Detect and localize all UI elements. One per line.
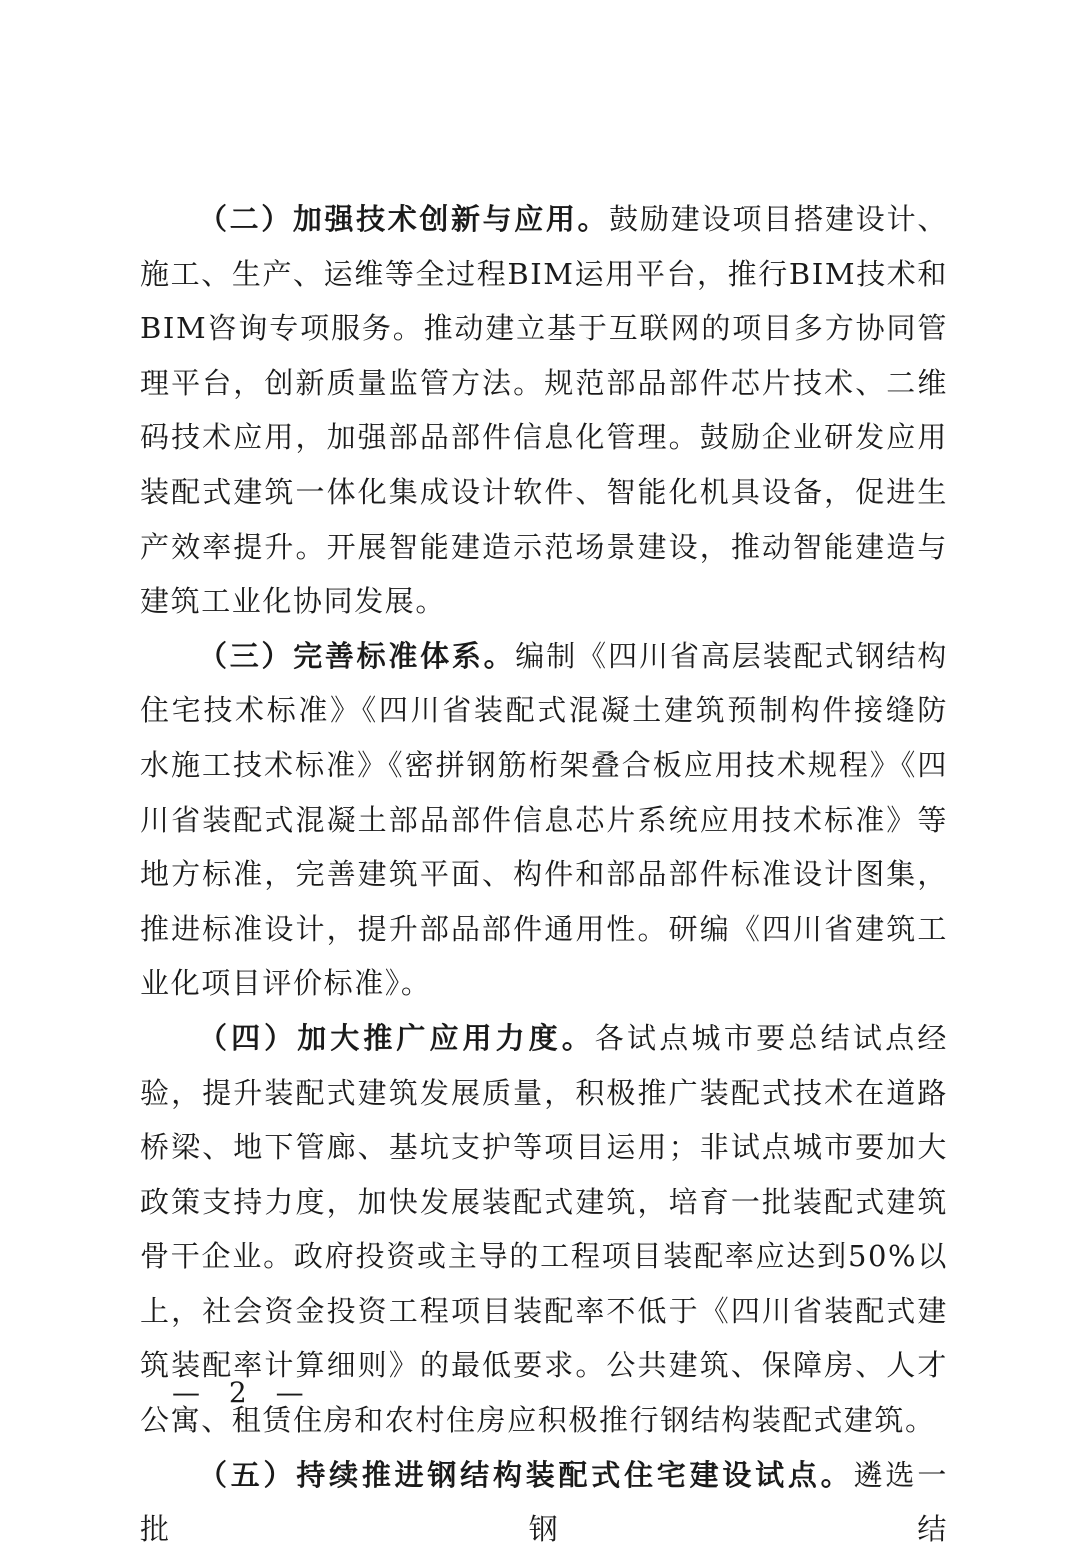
paragraph-heading: （四）加大推广应用力度。 [198, 1020, 595, 1055]
paragraph-standard-system [140, 629, 948, 1011]
paragraph-steel-pilot [140, 1448, 948, 1557]
paragraph-text: 各试点城市要总结试点经验，提升装配式建筑发展质量，积极推广装配式技术在道路桥梁、地下管廊、基坑支护等项目运用；非试点城市要加大政策支持力度，加快发展装配式建筑，培育一批装配式建筑骨干企业。政府投资或主导的工程项目装配率应达到50%以上，社会资金投资工程项目装配率不低于《四川省装配式建筑装配率计算细则》的最低要求。公共建筑、保障房、人才公寓、租赁住房和农村住房应积极推行钢结构装配式建筑。 [140, 1020, 948, 1438]
paragraph-text: 遴选一批钢结 [140, 1457, 948, 1547]
paragraph-heading: （五）持续推进钢结构装配式住宅建设试点。 [198, 1457, 854, 1492]
paragraph-heading: （二）加强技术创新与应用。 [198, 202, 610, 236]
page-number: — 2 — [172, 1376, 314, 1409]
paragraph-heading: （三）完善标准体系。 [198, 638, 516, 673]
paragraph-text: 鼓励建设项目搭建设计、施工、生产、运维等全过程BIM运用平台，推行BIM技术和BIM咨询专项服务。推动建立基于互联网的项目多方协同管理平台，创新质量监管方法。规范部品部件芯片技术、二维码技术应用，加强部品部件信息化管理。鼓励企业研发应用装配式建筑一体化集成设计软件、智能化机具设备，促进生产效率提升。开展智能建造示范场景建设，推动智能建造与建筑工业化协同发展。 [140, 202, 948, 619]
paragraph-tech-innovation [140, 192, 948, 629]
paragraph-text: 编制《四川省高层装配式钢结构住宅技术标准》《四川省装配式混凝土建筑预制构件接缝防水施工技术标准》《密拼钢筋桁架叠合板应用技术规程》《四川省装配式混凝土部品部件信息芯片系统应用技术标准》等地方标准，完善建筑平面、构件和部品部件标准设计图集，推进标准设计，提升部品部件通用性。研编《四川省建筑工业化项目评价标准》。 [140, 638, 948, 1001]
document-body [140, 192, 948, 1557]
